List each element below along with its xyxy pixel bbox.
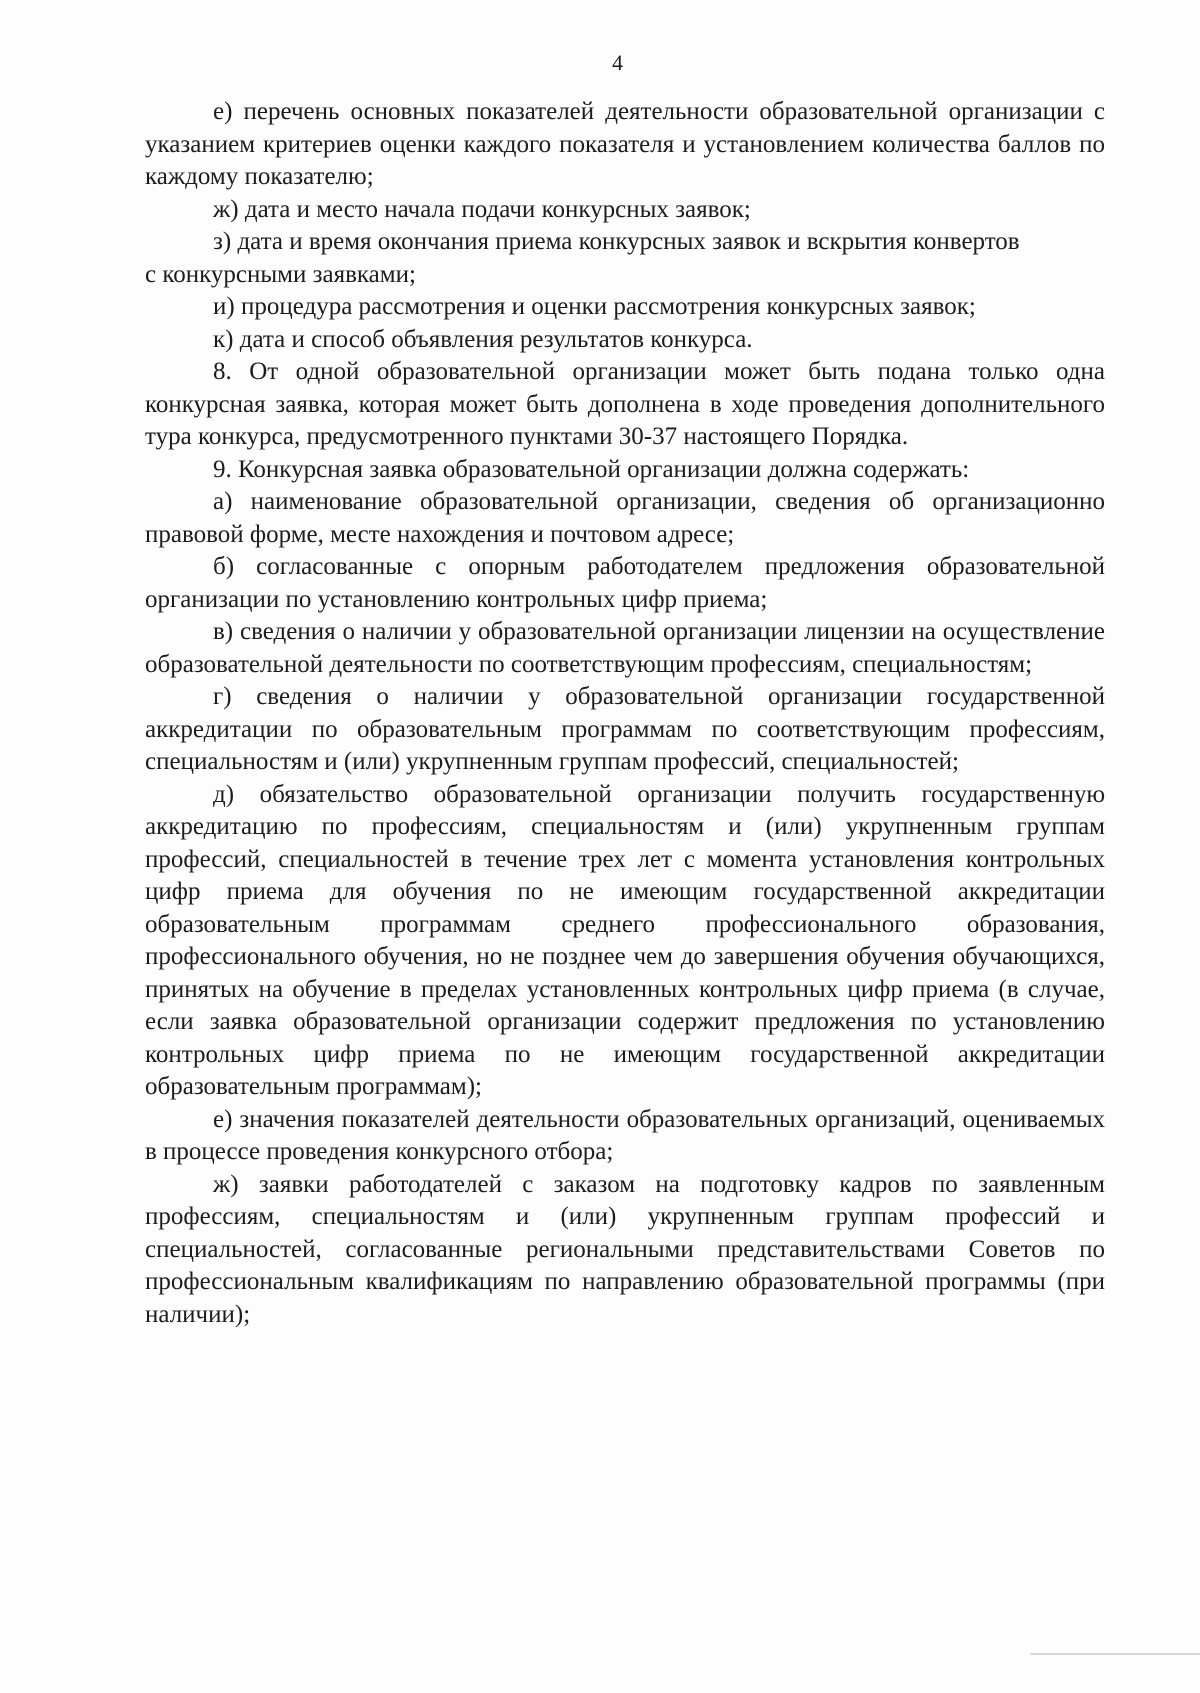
paragraph-z-end-date: з) дата и время окончания приема конкурсных заявок и вскрытия конвертов [213,228,1020,255]
paragraph-b-proposals: б) согласованные с опорным работодателем предложения образовательной организации по установлению контрольных цифр приема; [145,553,1105,613]
paragraph-v-license: в) сведения о наличии у образовательной организации лицензии на осуществление образовательной деятельности по соответствующим профессиям, специальностям; [145,618,1105,678]
scan-edge-line [1030,1653,1200,1655]
paragraph-e-indicators: е) перечень основных показателей деятельности образовательной организации с указанием критериев оценки каждого показателя и установлением количества баллов по каждому показателю; [145,98,1105,190]
paragraph-8-single-application: 8. От одной образовательной организации может быть подана только одна конкурсная заявка, которая может быть дополнена в ходе проведения дополнительного тура конкурса, предусмотренного пунктами 30-37 настоящего Порядка. [145,358,1105,450]
paragraph-a-name: а) наименование образовательной организации, сведения об организационно правовой форме, месте нахождения и почтовом адресе; [145,488,1105,548]
paragraph-g-accreditation: г) сведения о наличии у образовательной организации государственной аккредитации по образовательным программам по соответствующим профессиям, специальностям и (или) укрупненным группам профессий, специальностей; [145,683,1105,775]
paragraph-i-procedure: и) процедура рассмотрения и оценки рассмотрения конкурсных заявок; [213,293,976,320]
document-body [145,96,1105,1331]
paragraph-zh-employer-requests: ж) заявки работодателей с заказом на подготовку кадров по заявленным профессиям, специальностям и (или) укрупненным группам профессий и специальностей, согласованные региональными представительствами Советов по профессиональным квалификациям по направлению образовательной программы (при наличии); [145,1170,1105,1328]
paragraph-e-indicator-values: е) значения показателей деятельности образовательных организаций, оцениваемых в процессе проведения конкурсного отбора; [145,1105,1105,1165]
paragraph-z-continuation: с конкурсными заявками; [145,260,416,288]
paragraph-k-results: к) дата и способ объявления результатов конкурса. [213,325,753,353]
paragraph-9-application-contents: 9. Конкурсная заявка образовательной организации должна содержать: [213,455,970,483]
page-number: 4 [612,50,623,75]
paragraph-d-obligation: д) обязательство образовательной организации получить государственную аккредитацию по профессиям, специальностям и (или) укрупненным группам профессий, специальностей в течение трех лет с момента установления контрольных цифр приема для обучения по не имеющим государственной аккредитации образовательным программам среднего профессионального образования, профессионального обучения, но не позднее чем до завершения обучения обучающихся, принятых на обучение в пределах установленных контрольных цифр приема (в случае, если заявка образовательной организации содержит предложения по установлению контрольных цифр приема по не имеющим государственной аккредитации образовательным программам); [145,780,1105,1100]
paragraph-zh-start-date: ж) дата и место начала подачи конкурсных заявок; [213,195,751,223]
